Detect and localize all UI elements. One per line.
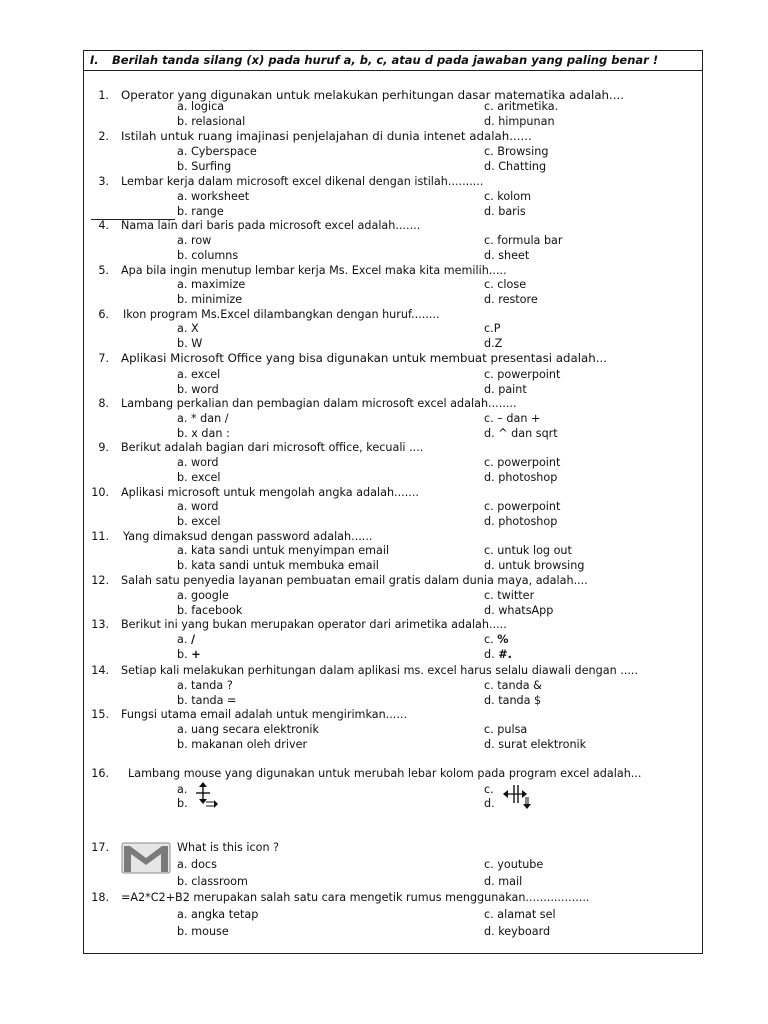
option-d: d. Chatting <box>484 160 547 173</box>
option-a: a. logica <box>177 100 225 113</box>
option-c: c. Browsing <box>484 145 549 158</box>
option-c: c. alamat sel <box>484 908 556 921</box>
option-d <box>484 648 512 661</box>
option-a: a. worksheet <box>177 190 250 203</box>
question-number: 7. <box>98 352 109 365</box>
question-number: 17. <box>91 841 109 854</box>
question-number: 15. <box>91 708 109 721</box>
question-number: 6. <box>98 308 109 321</box>
option-d: d. photoshop <box>484 515 558 528</box>
option-a: a. word <box>177 456 219 469</box>
option-a: a. google <box>177 589 229 602</box>
option-d: d. tanda $ <box>484 694 542 707</box>
option-a: a. row <box>177 234 212 247</box>
option-a <box>177 633 195 646</box>
option-d: d. baris <box>484 205 526 218</box>
option-a: a. uang secara elektronik <box>177 723 320 736</box>
question-text: Salah satu penyedia layanan pembuatan email gratis dalam dunia maya, adalah.... <box>121 574 588 587</box>
option-c <box>484 633 509 646</box>
double-arrow-cursor-icon <box>205 798 219 810</box>
option-b: b. kata sandi untuk membuka email <box>177 559 379 572</box>
option-b <box>177 648 201 661</box>
option-d: d. sheet <box>484 249 530 262</box>
option-c: c. powerpoint <box>484 500 561 513</box>
option-b: b. W <box>177 337 203 350</box>
option-b: b. minimize <box>177 293 243 306</box>
option-d: d. restore <box>484 293 538 306</box>
question-text: Yang dimaksud dengan password adalah...... <box>123 530 373 543</box>
question-number: 5. <box>98 264 109 277</box>
section-heading <box>90 53 658 67</box>
question-text: Lembar kerja dalam microsoft excel dikenal dengan istilah.......... <box>121 175 484 188</box>
option-c: c. untuk log out <box>484 544 572 557</box>
option-a: a. Cyberspace <box>177 145 257 158</box>
option-d: d.Z <box>484 337 503 350</box>
option-b: b. word <box>177 383 219 396</box>
question-number: 16. <box>91 767 109 780</box>
option-b: b. Surfing <box>177 160 232 173</box>
mail-envelope-icon <box>121 841 171 875</box>
option-b: b. classroom <box>177 875 248 888</box>
option-a: a. X <box>177 322 199 335</box>
option-c: c. formula bar <box>484 234 563 247</box>
down-arrow-cursor-icon <box>523 797 531 809</box>
section-number: I. <box>90 53 99 67</box>
option-d: d. mail <box>484 875 523 888</box>
option-b: b. relasional <box>177 115 246 128</box>
option-a: a. maximize <box>177 278 246 291</box>
option-b: b. tanda = <box>177 694 237 707</box>
option-c: c. aritmetika. <box>484 100 559 113</box>
option-d: d. ^ dan sqrt <box>484 427 558 440</box>
question-text: Apa bila ingin menutup lembar kerja Ms. Excel maka kita memilih..... <box>121 264 507 277</box>
option-b: b. facebook <box>177 604 243 617</box>
question-number: 9. <box>98 441 109 454</box>
option-b: b. range <box>177 205 224 218</box>
question-number: 4. <box>98 219 109 232</box>
option-symbol: / <box>190 633 196 646</box>
question-text: Lambang mouse yang digunakan untuk merubah lebar kolom pada program excel adalah... <box>128 767 642 780</box>
option-c: c. <box>484 783 494 796</box>
question-number: 18. <box>91 891 109 904</box>
question-text: Berikut ini yang bukan merupakan operator dari arimetika adalah..... <box>121 618 507 631</box>
option-c: c. youtube <box>484 858 544 871</box>
option-label: a. <box>177 633 188 646</box>
option-symbol: + <box>191 648 201 661</box>
question-number: 1. <box>98 89 109 102</box>
option-c: c. tanda & <box>484 679 542 692</box>
option-b: b. makanan oleh driver <box>177 738 308 751</box>
option-symbol: % <box>497 633 509 646</box>
option-label: c. <box>484 633 494 646</box>
question-text: Aplikasi microsoft untuk mengolah angka adalah....... <box>121 486 419 499</box>
option-d: d. surat elektronik <box>484 738 587 751</box>
question-number: 14. <box>91 664 109 677</box>
option-a: a. tanda ? <box>177 679 233 692</box>
option-b: b. <box>177 797 188 810</box>
option-a: a. * dan / <box>177 412 229 425</box>
option-symbol: #. <box>498 648 512 661</box>
question-number: 13. <box>91 618 109 631</box>
question-number: 3. <box>98 175 109 188</box>
question-text: Lambang perkalian dan pembagian dalam microsoft excel adalah........ <box>121 397 517 410</box>
option-d: d. photoshop <box>484 471 558 484</box>
question-number: 10. <box>91 486 109 499</box>
option-c: c. powerpoint <box>484 456 561 469</box>
question-text: Nama lain dari baris pada microsoft excel adalah....... <box>121 219 421 232</box>
option-c: c. pulsa <box>484 723 528 736</box>
section-instruction: Berilah tanda silang (x) pada huruf a, b, c, atau d pada jawaban yang paling benar ! <box>112 53 659 67</box>
option-c: c. – dan + <box>484 412 541 425</box>
option-a: a. word <box>177 500 219 513</box>
option-d: d. whatsApp <box>484 604 554 617</box>
option-b: b. columns <box>177 249 239 262</box>
question-number: 11. <box>91 530 109 543</box>
question-number: 2. <box>98 130 109 143</box>
option-a: a. excel <box>177 368 221 381</box>
question-number: 8. <box>98 397 109 410</box>
option-a: a. docs <box>177 858 217 871</box>
option-b: b. excel <box>177 515 221 528</box>
option-label: b. <box>177 648 188 661</box>
option-c: c. kolom <box>484 190 532 203</box>
question-text: Operator yang digunakan untuk melakukan perhitungan dasar matematika adalah.... <box>121 88 625 102</box>
option-c: c.P <box>484 322 501 335</box>
question-text: Berikut adalah bagian dari microsoft office, kecuali .... <box>121 441 424 454</box>
question-text: Ikon program Ms.Excel dilambangkan dengan huruf........ <box>123 308 440 321</box>
question-text: Aplikasi Microsoft Office yang bisa digunakan untuk membuat presentasi adalah... <box>121 351 607 365</box>
option-a: a. kata sandi untuk menyimpan email <box>177 544 390 557</box>
option-b: b. mouse <box>177 925 229 938</box>
question-text: Fungsi utama email adalah untuk mengirimkan...... <box>121 708 408 721</box>
option-label: d. <box>484 648 495 661</box>
option-d: d. keyboard <box>484 925 551 938</box>
option-b: b. x dan : <box>177 427 230 440</box>
option-d: d. paint <box>484 383 527 396</box>
header-divider <box>84 70 702 71</box>
option-d: d. himpunan <box>484 115 555 128</box>
question-text: =A2*C2+B2 merupakan salah satu cara mengetik rumus menggunakan.................. <box>121 891 590 904</box>
option-d: d. <box>484 797 495 810</box>
option-a: a. angka tetap <box>177 908 259 921</box>
option-c: c. powerpoint <box>484 368 561 381</box>
question-number: 12. <box>91 574 109 587</box>
question-text: Setiap kali melakukan perhitungan dalam aplikasi ms. excel harus selalu diawali dengan ..... <box>121 664 638 677</box>
question-text: What is this icon ? <box>177 841 280 854</box>
option-d: d. untuk browsing <box>484 559 585 572</box>
option-c: c. close <box>484 278 527 291</box>
option-a: a. <box>177 783 188 796</box>
question-text: Istilah untuk ruang imajinasi penjelajahan di dunia intenet adalah...... <box>121 129 532 143</box>
option-c: c. twitter <box>484 589 535 602</box>
option-b: b. excel <box>177 471 221 484</box>
